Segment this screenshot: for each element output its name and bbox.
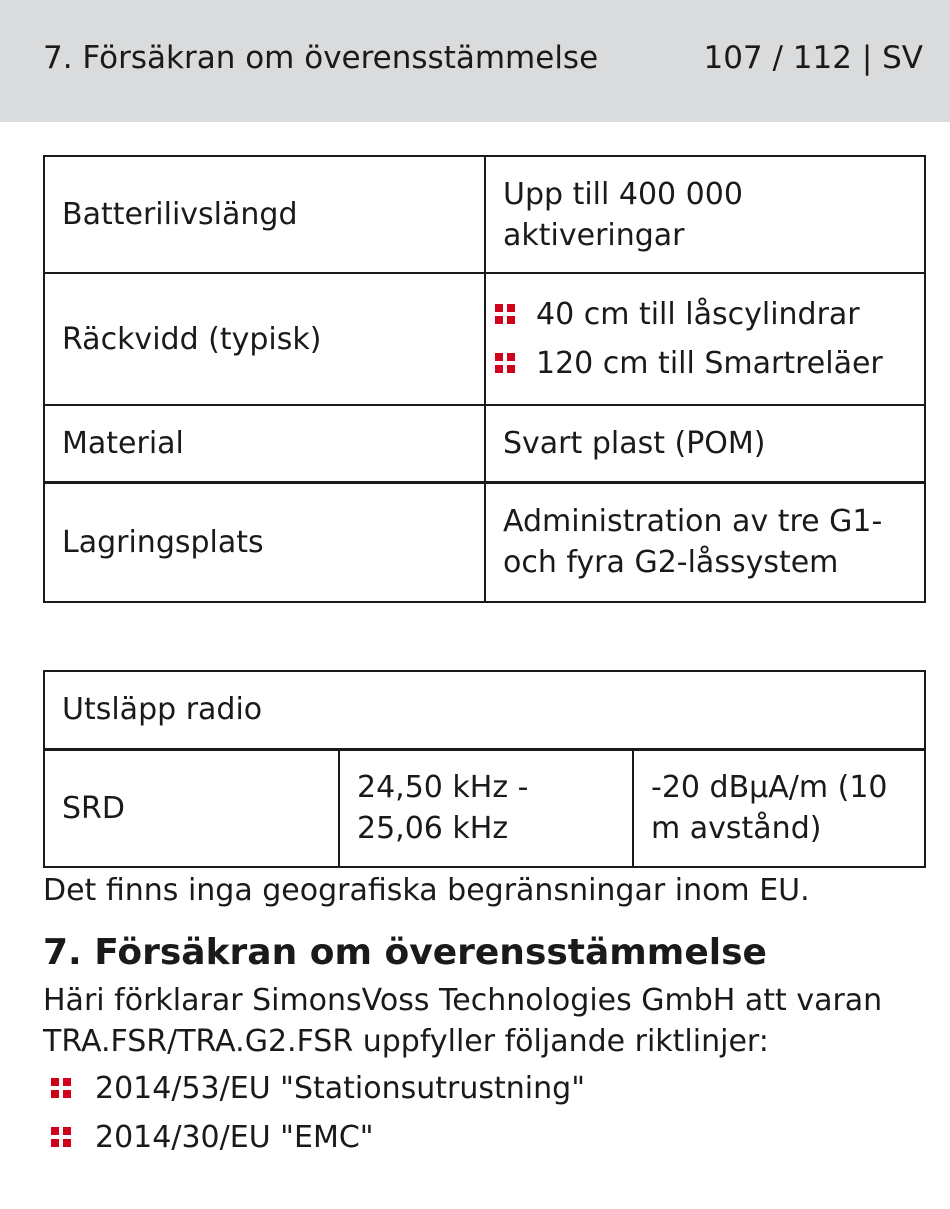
table-row xyxy=(44,156,925,273)
directive-list xyxy=(43,1064,585,1162)
list-item xyxy=(43,1113,585,1162)
freq-line2: 25,06 kHz xyxy=(357,811,509,847)
para-line2: TRA.FSR/TRA.G2.FSR uppfyller följande riktlinjer: xyxy=(43,1024,769,1059)
section-paragraph xyxy=(43,980,923,1062)
radio-emission-table xyxy=(43,670,926,868)
radio-power xyxy=(633,749,925,867)
material-value: Svart plast (POM) xyxy=(485,405,925,482)
battery-value-line2: aktiveringar xyxy=(503,217,685,253)
storage-value xyxy=(485,482,925,602)
spec-table xyxy=(43,155,926,603)
range-item-relays: 120 cm till Smartreläer xyxy=(536,346,883,381)
storage-value-line2: och fyra G2-låssystem xyxy=(503,545,839,581)
header-title: 7. Försäkran om överensstämmelse xyxy=(43,40,599,76)
para-line1: Häri förklarar SimonsVoss Technologies GmbH att varan xyxy=(43,983,883,1018)
material-label: Material xyxy=(44,405,485,482)
table-row xyxy=(44,671,925,749)
radio-heading: Utsläpp radio xyxy=(44,671,925,749)
range-list xyxy=(486,290,924,388)
battery-value-line1: Upp till 400 000 xyxy=(503,176,743,212)
storage-label: Lagringsplats xyxy=(44,482,485,602)
directive-red: 2014/53/EU "Stationsutrustning" xyxy=(95,1071,585,1106)
range-item-locks: 40 cm till låscylindrar xyxy=(536,297,860,332)
power-line1: -20 dBμA/m (10 xyxy=(651,770,888,806)
bullet-icon xyxy=(495,353,515,373)
table-row xyxy=(44,273,925,405)
list-item xyxy=(486,290,924,339)
battery-value xyxy=(485,156,925,273)
battery-label: Batterilivslängd xyxy=(44,156,485,273)
radio-frequency xyxy=(339,749,633,867)
freq-line1: 24,50 kHz - xyxy=(357,770,529,806)
range-label: Räckvidd (typisk) xyxy=(44,273,485,405)
bullet-icon xyxy=(495,304,515,324)
range-value xyxy=(485,273,925,405)
table-row xyxy=(44,405,925,482)
bullet-icon xyxy=(51,1127,71,1147)
table-row xyxy=(44,482,925,602)
list-item xyxy=(486,339,924,388)
radio-type: SRD xyxy=(44,749,339,867)
list-item xyxy=(43,1064,585,1113)
page-header xyxy=(0,0,950,122)
page-number: 107 / 112 | SV xyxy=(703,40,923,76)
directive-emc: 2014/30/EU "EMC" xyxy=(95,1120,374,1155)
section-heading: 7. Försäkran om överensstämmelse xyxy=(43,932,767,973)
power-line2: m avstånd) xyxy=(651,811,822,847)
eu-note: Det finns inga geografiska begränsningar inom EU. xyxy=(43,873,810,908)
table-row xyxy=(44,749,925,867)
bullet-icon xyxy=(51,1078,71,1098)
storage-value-line1: Administration av tre G1- xyxy=(503,504,883,540)
